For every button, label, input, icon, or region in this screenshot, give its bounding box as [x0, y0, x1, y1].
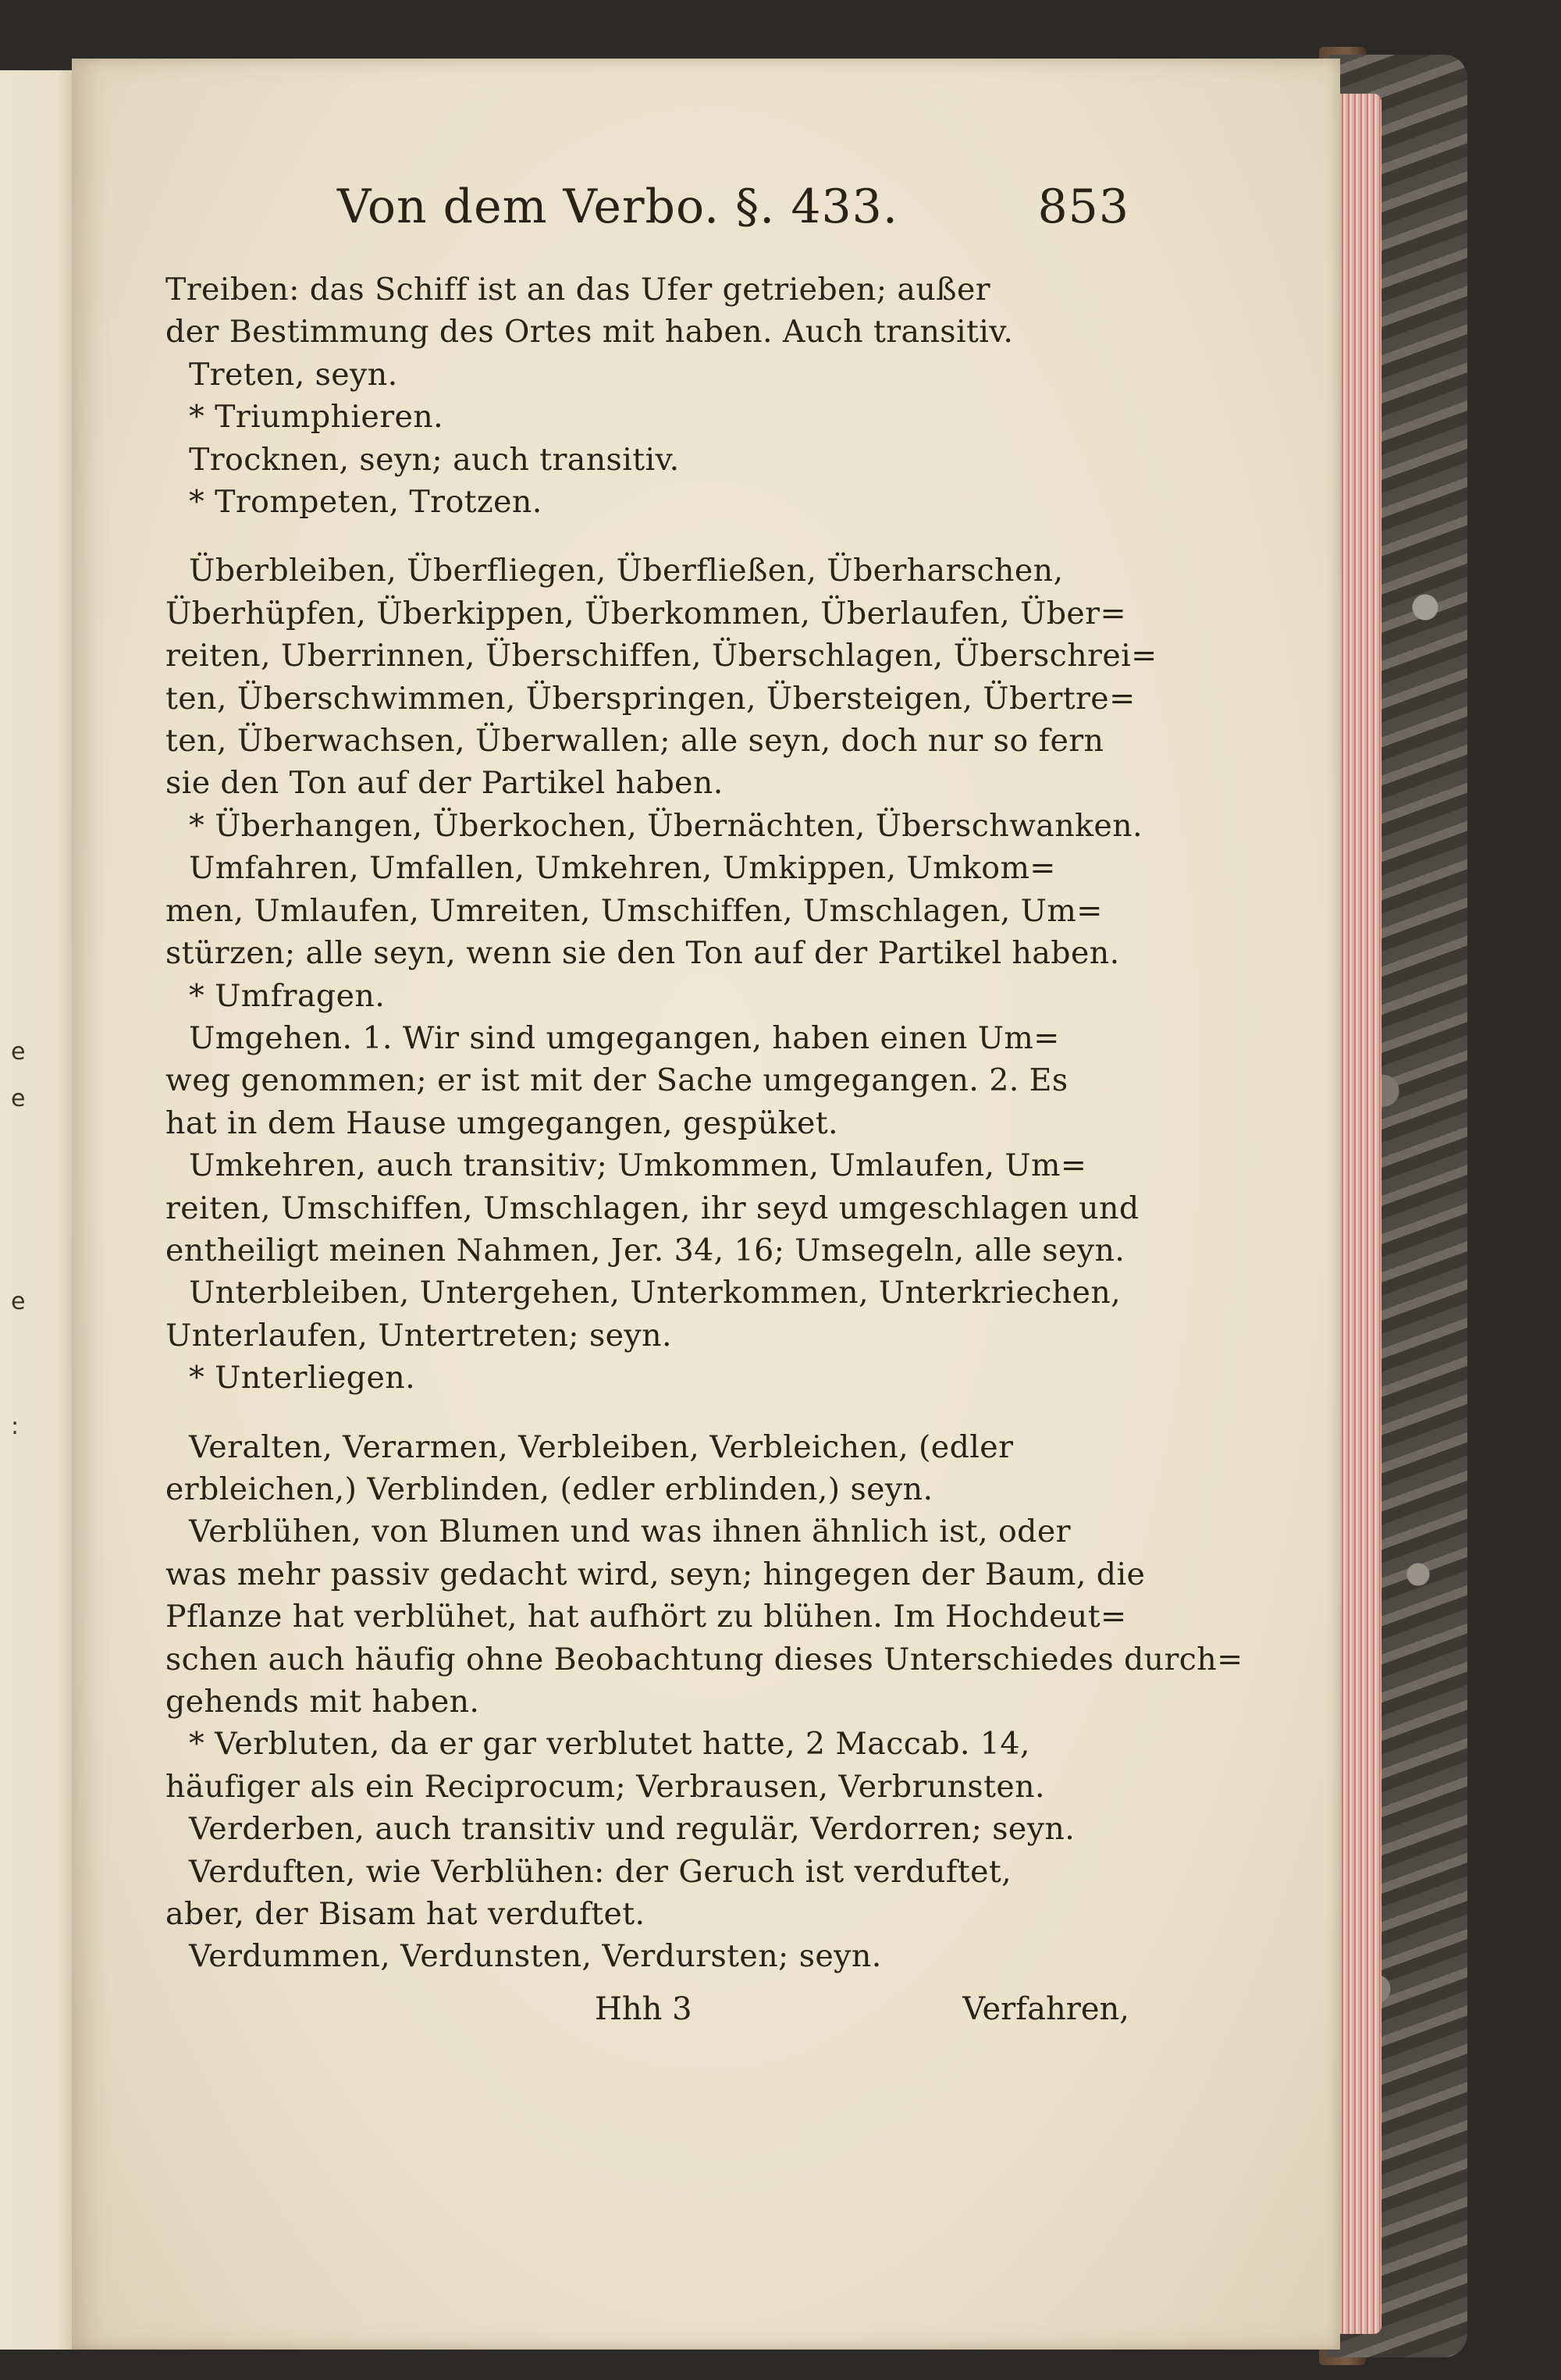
running-title: Von dem Verbo. §. 433. [337, 180, 898, 234]
text-line: * Umfragen. [189, 977, 386, 1014]
text-line: Umfahren, Umfallen, Umkehren, Umkippen, Umkom= [189, 850, 1056, 887]
paragraph-gap [165, 1400, 1129, 1426]
left-page-mark: : [11, 1413, 20, 1440]
text-line: Verdummen, Verdunsten, Verdursten; seyn. [189, 1938, 882, 1975]
text-line: reiten, Umschiffen, Umschlagen, ihr seyd umgeschlagen und [165, 1190, 1140, 1226]
text-line: entheiligt meinen Nahmen, Jer. 34, 16; Umsegeln, alle seyn. [165, 1232, 1125, 1268]
page-number: 853 [1037, 180, 1129, 234]
paragraph-gap [165, 523, 1129, 550]
text-line: * Überhangen, Überkochen, Übernächten, Überschwanken. [189, 807, 1143, 844]
book-page [72, 59, 1340, 2350]
page-footer [165, 1987, 1129, 2031]
text-line: häufiger als ein Reciprocum; Verbrausen, Verbrunsten. [165, 1768, 1045, 1805]
text-line: reiten, Uberrinnen, Überschiffen, Überschlagen, Überschrei= [165, 638, 1157, 674]
text-line: Verduften, wie Verblühen: der Geruch ist verduftet, [189, 1853, 1012, 1890]
catchword: Verfahren, [962, 1990, 1129, 2027]
text-line: schen auch häufig ohne Beobachtung dieses Unterschiedes durch= [165, 1641, 1243, 1677]
signature-mark: Hhh 3 [595, 1990, 692, 2027]
text-line: Umgehen. 1. Wir sind umgegangen, haben einen Um= [189, 1019, 1060, 1056]
text-line: * Triumphieren. [189, 399, 444, 436]
text-line: Pflanze hat verblühet, hat aufhört zu blühen. Im Hochdeut= [165, 1599, 1127, 1635]
text-line: sie den Ton auf der Partikel haben. [165, 765, 724, 802]
text-line: ten, Überschwimmen, Überspringen, Übersteigen, Übertre= [165, 680, 1136, 717]
text-line: stürzen; alle seyn, wenn sie den Ton auf der Partikel haben. [165, 935, 1120, 972]
left-page-edge [0, 70, 74, 2350]
text-line: Verblühen, von Blumen und was ihnen ähnlich ist, oder [189, 1514, 1071, 1550]
text-line: hat in dem Hause umgegangen, gespüket. [165, 1105, 839, 1141]
text-line: Veralten, Verarmen, Verbleiben, Verbleichen, (edler [189, 1428, 1014, 1465]
text-line: erbleichen,) Verblinden, (edler erblinden,) seyn. [165, 1471, 933, 1507]
left-page-mark: e [11, 1085, 26, 1112]
text-line: ten, Überwachsen, Überwallen; alle seyn, doch nur so fern [165, 723, 1104, 760]
text-line: Treten, seyn. [189, 356, 398, 393]
left-page-mark: e [11, 1288, 26, 1315]
text-line: Überhüpfen, Überkippen, Überkommen, Überlaufen, Über= [165, 595, 1126, 631]
text-line: gehends mit haben. [165, 1684, 480, 1720]
text-line: Unterlaufen, Untertreten; seyn. [165, 1317, 672, 1354]
page-text-block [165, 180, 1243, 2031]
text-line: * Trompeten, Trotzen. [189, 484, 542, 521]
left-page-mark: e [11, 1038, 26, 1065]
text-line: * Verbluten, da er gar verblutet hatte, 2 Maccab. 14, [189, 1726, 1030, 1763]
text-line: Verderben, auch transitiv und regulär, Verdorren; seyn. [189, 1811, 1076, 1848]
text-line: Überbleiben, Überfliegen, Überfließen, Überharschen, [189, 553, 1064, 589]
text-line: * Unterliegen. [189, 1360, 416, 1396]
text-line: Umkehren, auch transitiv; Umkommen, Umlaufen, Um= [189, 1147, 1087, 1184]
text-line: Unterbleiben, Untergehen, Unterkommen, Unterkriechen, [189, 1275, 1122, 1311]
text-line: Treiben: das Schiff ist an das Ufer getrieben; außer [165, 272, 990, 308]
text-line: men, Umlaufen, Umreiten, Umschiffen, Umschlagen, Um= [165, 892, 1103, 929]
text-line: weg genommen; er ist mit der Sache umgegangen. 2. Es [165, 1062, 1069, 1099]
text-line: aber, der Bisam hat verduftet. [165, 1896, 645, 1933]
text-line: der Bestimmung des Ortes mit haben. Auch transitiv. [165, 314, 1014, 350]
text-line: Trocknen, seyn; auch transitiv. [189, 441, 680, 478]
text-line: was mehr passiv gedacht wird, seyn; hingegen der Baum, die [165, 1556, 1146, 1592]
running-header [165, 180, 1129, 258]
